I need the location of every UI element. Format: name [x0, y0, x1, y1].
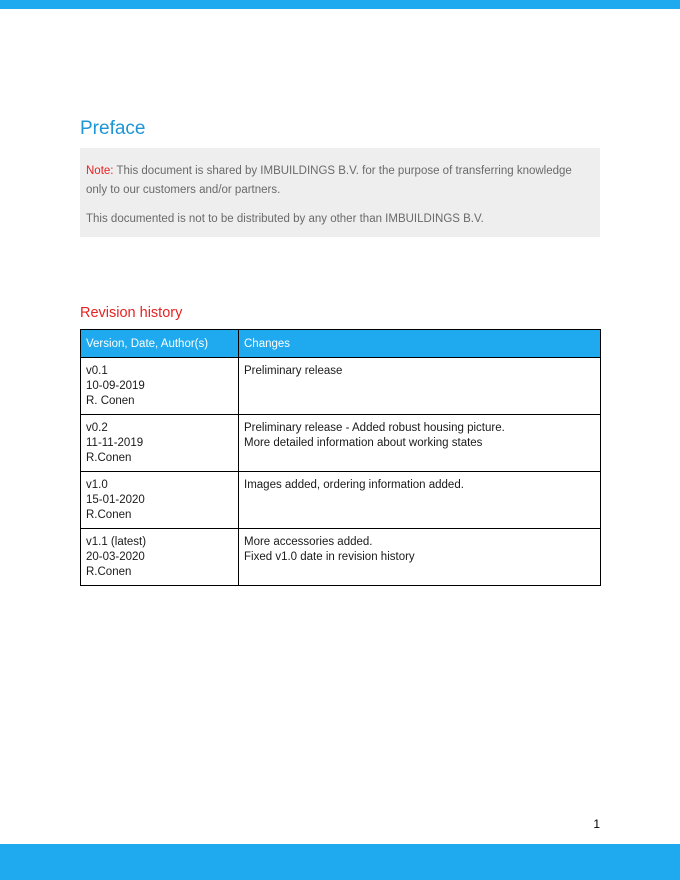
version-date: 20-03-2020: [86, 551, 145, 563]
change-line: Preliminary release - Added robust housing picture.: [244, 422, 505, 434]
changes-cell: [239, 529, 601, 586]
changes-cell: [239, 472, 601, 529]
revision-history-table: [80, 329, 601, 586]
version-date: 11-11-2019: [86, 437, 144, 449]
table-row: [81, 415, 601, 472]
note-text: This document is shared by IMBUILDINGS B.V. for the purpose of transferring knowledge only to our customers and/or partners.: [86, 165, 572, 196]
bottom-accent-bar: [0, 844, 680, 880]
version-author: R. Conen: [86, 395, 135, 407]
revision-history-heading: Revision history: [80, 305, 183, 321]
table-header-row: [81, 330, 601, 358]
version-cell: [81, 472, 239, 529]
change-line: Preliminary release: [244, 365, 343, 377]
change-line: More detailed information about working states: [244, 437, 483, 449]
change-line: Images added, ordering information added.: [244, 479, 464, 491]
changes-cell: [239, 358, 601, 415]
change-line: Fixed v1.0 date in revision history: [244, 551, 415, 563]
page-number: 1: [593, 817, 600, 831]
version-author: R.Conen: [86, 566, 132, 578]
preface-note-box: [80, 148, 600, 237]
table-row: [81, 472, 601, 529]
version-date: 15-01-2020: [86, 494, 145, 506]
version-author: R.Conen: [86, 509, 132, 521]
changes-cell: [239, 415, 601, 472]
version-number: v1.1 (latest): [86, 536, 147, 548]
table-row: [81, 358, 601, 415]
column-header-version: Version, Date, Author(s): [81, 330, 239, 358]
version-date: 10-09-2019: [86, 380, 145, 392]
note-paragraph: [86, 162, 594, 200]
version-cell: [81, 415, 239, 472]
table-row: [81, 529, 601, 586]
note-label: Note:: [86, 165, 114, 177]
version-cell: [81, 529, 239, 586]
distribution-paragraph: This documented is not to be distributed by any other than IMBUILDINGS B.V.: [86, 213, 484, 225]
top-accent-bar: [0, 0, 680, 9]
column-header-changes: Changes: [239, 330, 601, 358]
version-cell: [81, 358, 239, 415]
version-number: v0.1: [86, 365, 108, 377]
change-line: More accessories added.: [244, 536, 373, 548]
version-number: v0.2: [86, 422, 108, 434]
version-author: R.Conen: [86, 452, 132, 464]
version-number: v1.0: [86, 479, 108, 491]
preface-heading: Preface: [80, 118, 146, 139]
